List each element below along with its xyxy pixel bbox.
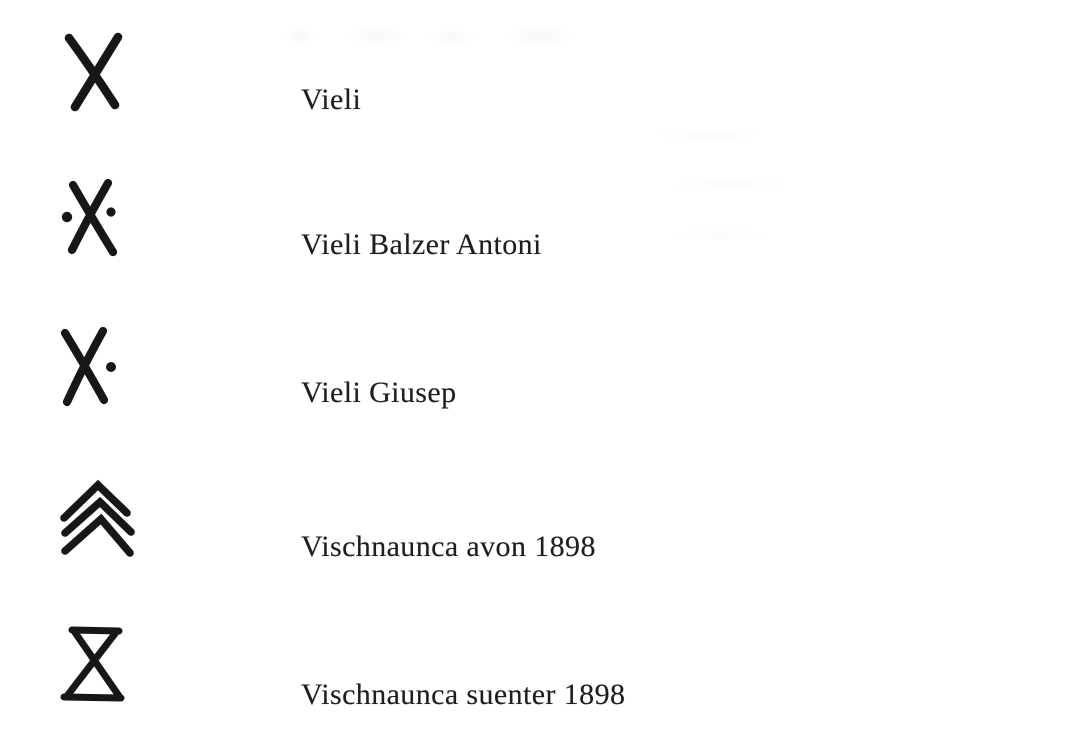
bleed-through-text-smudge: [640, 110, 870, 280]
mark-label: Vieli Giusep: [301, 376, 457, 409]
mark-label: Vieli Balzer Antoni: [301, 228, 542, 261]
x-mark-icon: [64, 30, 130, 112]
triple-chevron-up-icon: [58, 479, 137, 560]
mark-label: Vieli: [301, 83, 362, 116]
mark-label: Vischnaunca suenter 1898: [301, 678, 626, 711]
bleed-through-heading-smudge: [282, 16, 614, 50]
mark-label: Vischnaunca avon 1898: [301, 530, 596, 563]
x-mark-two-dots-icon: [58, 178, 120, 258]
hourglass-icon: [60, 624, 125, 704]
x-mark-right-dot-icon: [60, 326, 118, 408]
